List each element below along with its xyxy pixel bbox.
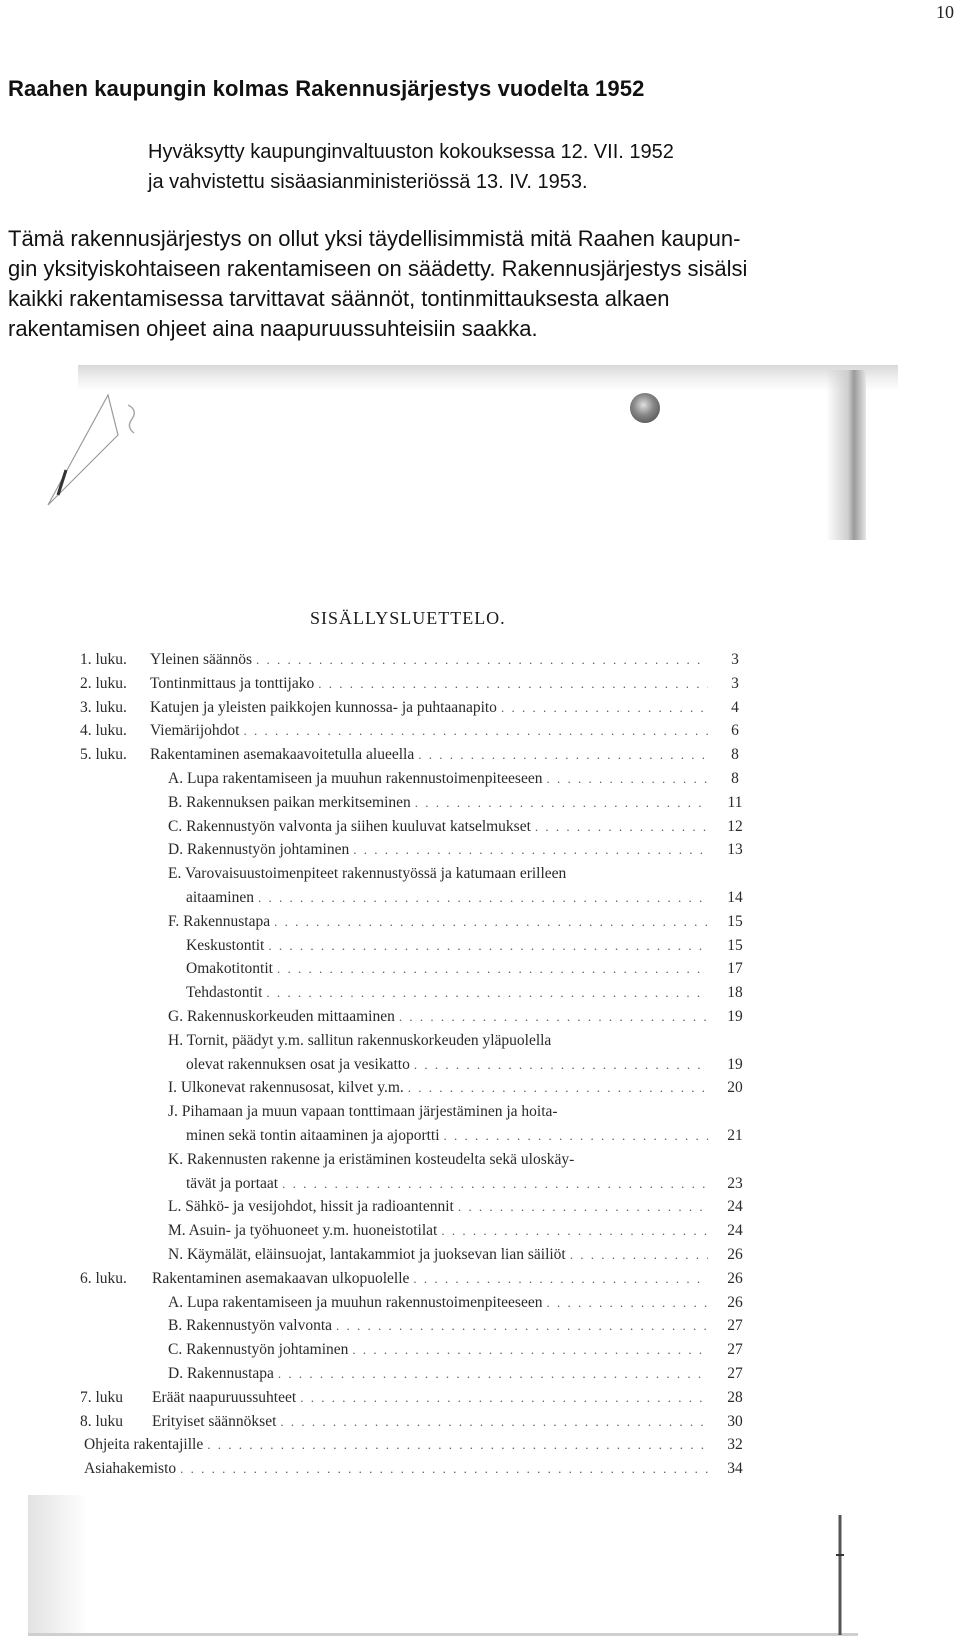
toc-leader-dots: [278, 1366, 708, 1382]
toc-entry-title: F. Rakennustapa: [168, 912, 271, 930]
toc-leader-dots: [274, 914, 708, 930]
toc-leader-dots: [336, 1318, 708, 1334]
toc-leader-dots: [413, 1271, 708, 1287]
toc-page-number: 26: [727, 1269, 743, 1287]
toc-entry-title: Viemärijohdot: [150, 722, 240, 740]
toc-page-number: 19: [727, 1008, 743, 1025]
toc-leader-dots: [418, 747, 708, 763]
toc-page-number: 14: [727, 889, 743, 906]
toc-entry: [80, 1413, 780, 1435]
toc-entry-title: Katujen ja yleisten paikkojen kunnossa- ja puhtaanapito: [150, 698, 497, 716]
toc-entry-title: Ohjeita rakentajille: [84, 1436, 204, 1454]
toc-page-number: 12: [727, 817, 743, 835]
toc-entry-title: Asiahakemisto: [84, 1460, 177, 1478]
toc-heading: SISÄLLYSLUETTELO.: [310, 608, 506, 628]
toc-page-number: 17: [727, 960, 743, 978]
toc-leader-dots: [258, 890, 708, 906]
toc-leader-dots: [458, 1199, 708, 1215]
toc-page-number: 26: [727, 1293, 743, 1311]
toc-page-number: 3: [731, 651, 739, 668]
toc-page-number: 24: [727, 1222, 743, 1240]
toc-entry-title: Erityiset säännökset: [152, 1412, 277, 1430]
toc-entry: [80, 960, 780, 982]
toc-entry-title: E. Varovaisuustoimenpiteet rakennustyössä ja katumaan erilleen: [168, 865, 567, 883]
toc-entry-title: tävät ja portaat: [186, 1174, 279, 1192]
toc-page-number: 30: [727, 1412, 743, 1430]
toc-entry-title: K. Rakennusten rakenne ja eristäminen kosteudelta sekä uloskäy-: [168, 1150, 575, 1168]
toc-entry-title: Yleinen säännös: [150, 651, 253, 668]
toc-page-number: 21: [727, 1127, 743, 1144]
toc-leader-dots: [415, 795, 708, 811]
toc-leader-dots: [399, 1009, 708, 1025]
toc-entry-title: Omakotitontit: [186, 960, 273, 978]
toc-entry: [80, 937, 780, 959]
toc-page-number: 6: [731, 722, 739, 740]
toc-chapter-number: 7. luku: [80, 1388, 124, 1406]
toc-chapter-number: 4. luku.: [80, 722, 127, 740]
toc-entry: [80, 794, 780, 816]
toc-leader-dots: [444, 1128, 708, 1144]
toc-chapter-number: 6. luku.: [80, 1269, 127, 1287]
toc-page-number: 19: [727, 1055, 743, 1073]
toc-page-number: 18: [727, 984, 743, 1002]
toc-entry: [80, 984, 780, 1006]
toc-entry: [80, 1198, 780, 1220]
toc-page-number: 27: [727, 1365, 743, 1382]
toc-entry: [80, 913, 780, 935]
toc-entry: [80, 746, 780, 768]
toc-chapter-number: 1. luku.: [80, 651, 127, 668]
toc-entry: [80, 1056, 780, 1078]
toc-entry: [80, 1436, 780, 1458]
toc-entry-title: B. Rakennustyön valvonta: [168, 1317, 333, 1335]
intro-line: rakentamisen ohjeet aina naapuruussuhteisiin saakka.: [8, 316, 538, 341]
toc-entry-title: N. Käymälät, eläinsuojat, lantakammiot ja juoksevan lian säiliöt: [168, 1246, 566, 1263]
toc-page-number: 15: [727, 912, 743, 930]
toc-leader-dots: [441, 1223, 708, 1239]
toc-page-number: 15: [727, 936, 743, 954]
toc-entry-title: Keskustontit: [186, 936, 265, 954]
toc-entry: [80, 1365, 780, 1387]
toc-entry: [80, 865, 780, 887]
toc-leader-dots: [414, 1057, 708, 1073]
approval-line: Hyväksytty kaupunginvaltuuston kokouksessa 12. VII. 1952: [148, 141, 674, 163]
toc-page-number: 28: [727, 1388, 743, 1406]
scanned-toc-page: [18, 355, 943, 1640]
toc-page-number: 8: [731, 770, 739, 787]
toc-entry-title: A. Lupa rakentamiseen ja muuhun rakennustoimenpiteeseen: [168, 1293, 543, 1311]
toc-entry: [80, 675, 780, 697]
toc-entry-title: Rakentaminen asemakaavoitetulla alueella: [150, 746, 415, 764]
approval-note: [148, 137, 674, 197]
toc-chapter-number: 8. luku: [80, 1412, 124, 1430]
toc-entry: [80, 1151, 780, 1173]
toc-leader-dots: [243, 723, 708, 739]
toc-entry: [80, 1317, 780, 1339]
toc-chapter-number: 5. luku.: [80, 746, 127, 764]
toc-entry: [80, 1341, 780, 1363]
approval-line: ja vahvistettu sisäasianministeriössä 13. IV. 1953.: [148, 171, 588, 193]
toc-entry: [80, 1460, 780, 1482]
toc-entry: [80, 1127, 780, 1149]
toc-entry-title: olevat rakennuksen osat ja vesikatto: [186, 1055, 410, 1073]
toc-entry-title: G. Rakennuskorkeuden mittaaminen: [168, 1008, 395, 1025]
toc-entry: [80, 1032, 780, 1054]
toc-entry: [80, 770, 780, 792]
scan-bottom-edge: [28, 1633, 858, 1636]
toc-page-number: 8: [731, 746, 739, 764]
toc-page-number: 26: [727, 1246, 743, 1263]
toc-entry-title: D. Rakennustapa: [168, 1365, 274, 1382]
toc-entry-title: aitaaminen: [186, 889, 254, 906]
toc-leader-dots: [207, 1437, 708, 1453]
toc-entry-title: B. Rakennuksen paikan merkitseminen: [168, 793, 411, 811]
toc-leader-dots: [352, 1342, 708, 1358]
toc-page-number: 23: [727, 1174, 743, 1192]
toc-leader-dots: [280, 1414, 708, 1430]
toc-leader-dots: [268, 938, 708, 954]
toc-entry: [80, 818, 780, 840]
toc-leader-dots: [318, 676, 708, 692]
toc-leader-dots: [256, 652, 708, 668]
intro-line: Tämä rakennusjärjestys on ollut yksi täydellisimmistä mitä Raahen kaupun-: [8, 226, 741, 251]
toc-leader-dots: [282, 1176, 708, 1192]
toc-page-number: 20: [727, 1079, 743, 1097]
toc-leader-dots: [353, 842, 708, 858]
toc-entry-title: Tehdastontit: [186, 984, 263, 1002]
toc-entry: [80, 1175, 780, 1197]
toc-entry: [80, 1270, 780, 1292]
intro-line: gin yksityiskohtaiseen rakentamiseen on säädetty. Rakennusjärjestys sisälsi: [8, 256, 748, 281]
toc-entry: [80, 841, 780, 863]
toc-entry-title: Eräät naapuruussuhteet: [152, 1388, 297, 1406]
corner-pencil-marks: [28, 375, 158, 515]
toc-page-number: 13: [727, 841, 743, 859]
punch-hole: [630, 393, 660, 423]
toc-entry-title: A. Lupa rakentamiseen ja muuhun rakennustoimenpiteeseen: [168, 770, 543, 787]
toc-entry-title: Tontinmittaus ja tonttijako: [150, 674, 315, 692]
scan-top-shadow: [78, 365, 898, 391]
document-title: Raahen kaupungin kolmas Rakennusjärjestys vuodelta 1952: [8, 76, 645, 101]
toc-page-number: 32: [727, 1436, 743, 1454]
toc-leader-dots: [300, 1390, 708, 1406]
toc-chapter-number: 3. luku.: [80, 698, 127, 716]
toc-leader-dots: [180, 1461, 708, 1477]
toc-leader-dots: [546, 771, 708, 787]
toc-entry-title: J. Pihamaan ja muun vapaan tonttimaan järjestäminen ja hoita-: [168, 1103, 558, 1121]
toc-entry-title: L. Sähkö- ja vesijohdot, hissit ja radioantennit: [168, 1198, 454, 1216]
toc-entry-title: M. Asuin- ja työhuoneet y.m. huoneistotilat: [168, 1222, 438, 1240]
toc-entry: [80, 651, 780, 673]
toc-entry: [80, 889, 780, 911]
toc-leader-dots: [570, 1247, 708, 1263]
intro-line: kaikki rakentamisessa tarvittavat säännöt, tontinmittauksesta alkaen: [8, 286, 670, 311]
toc-entry-title: D. Rakennustyön johtaminen: [168, 841, 350, 859]
toc-entry-title: C. Rakennustyön valvonta ja siihen kuuluvat katselmukset: [168, 817, 531, 835]
toc-entry: [80, 722, 780, 744]
toc-page-number: 3: [731, 674, 739, 692]
scan-right-edge: [826, 370, 866, 540]
toc-page-number: 11: [727, 793, 743, 811]
toc-leader-dots: [277, 961, 708, 977]
toc-page-number: 27: [727, 1317, 743, 1335]
toc-chapter-number: 2. luku.: [80, 674, 127, 692]
toc-leader-dots: [535, 819, 708, 835]
toc-entry-title: Rakentaminen asemakaavan ulkopuolelle: [152, 1269, 410, 1287]
toc-entry: [80, 1246, 780, 1268]
toc-leader-dots: [501, 700, 708, 716]
toc-page-number: 34: [727, 1460, 743, 1478]
intro-paragraph: [8, 224, 938, 344]
toc-entry: [80, 1103, 780, 1125]
toc-entry: [80, 1079, 780, 1101]
toc-entry-title: minen sekä tontin aitaaminen ja ajoportti: [186, 1127, 440, 1144]
toc-page-number: 4: [731, 698, 739, 716]
toc-entry: [80, 699, 780, 721]
toc-entry: [80, 1389, 780, 1411]
toc-page-number: 24: [727, 1198, 743, 1216]
toc-leader-dots: [546, 1295, 708, 1311]
page-number: 10: [936, 2, 954, 22]
toc-entry-title: H. Tornit, päädyt y.m. sallitun rakennuskorkeuden yläpuolella: [168, 1031, 552, 1049]
toc-entry: [80, 1294, 780, 1316]
scan-left-edge: [28, 1495, 88, 1635]
toc-entry: [80, 1008, 780, 1030]
toc-leader-dots: [266, 985, 708, 1001]
binding-mark: [830, 1515, 850, 1635]
toc-leader-dots: [408, 1080, 708, 1096]
toc-entry: [80, 1222, 780, 1244]
toc-entry-title: I. Ulkonevat rakennusosat, kilvet y.m.: [168, 1079, 404, 1097]
toc-page-number: 27: [727, 1341, 743, 1359]
toc-entry-title: C. Rakennustyön johtaminen: [168, 1341, 349, 1359]
